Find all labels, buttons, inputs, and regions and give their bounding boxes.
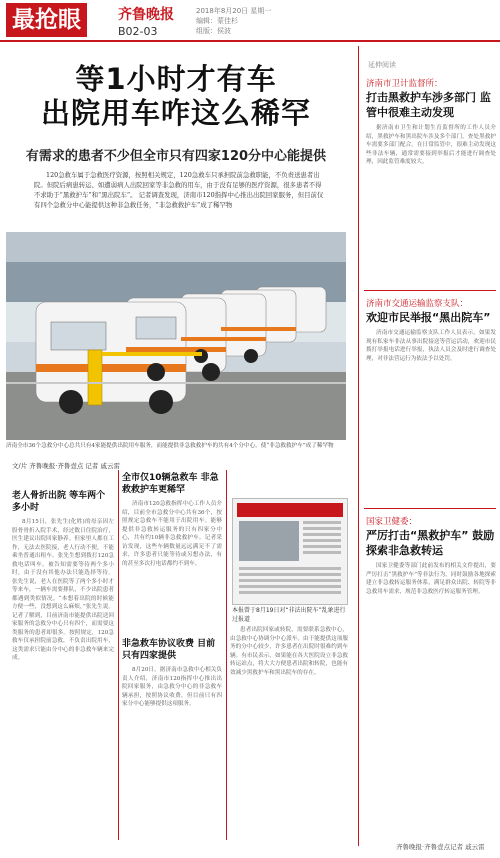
header-layout: 组版：侯波 bbox=[196, 27, 231, 35]
col-a-text: 8月15日，张先生(化姓)的母亲因左股骨骨折入院手术，经过数日住院治疗，医生建议出院回家静养。但家里人都在工作，无法去医院接，老人行动不便，不能乘坐普通出租车。张先生想到拨打120急救电话叫车，被告知需要等待两个多小时，由于没有其他办法只能选择等待。 张先生说，老人在医院等了两个多小时才等来车，一辆车需要排队，不少出院患者都遇到类似情况。“本想着出院的时候能方便一些，没想到这么麻烦，”张先生说。 记者了解到，目前济南市能提供出院送回家服务的急救分中心只有四个，而需要这类服务的患者却很多。按照规定，120急救车仅承担院前急救，不负责出院用车，这类需求只能由分中心的非急救车辆来完成。 bbox=[12, 519, 114, 661]
article-column-b bbox=[122, 472, 222, 709]
footer-credit: 齐鲁晚报·齐鲁壹点记者 戚云雷 bbox=[396, 843, 485, 851]
article-column-a bbox=[12, 490, 114, 663]
photo-caption: 济南全市36个急救分中心总共只有4家能提供出院用车服务，而能提供非急救救护车的共有4个分中心，使“非急救救护车”成了稀罕物 bbox=[6, 443, 334, 449]
header-editor: 编辑：蒙佳杉 bbox=[196, 17, 238, 25]
sidebar-text: 国家卫健委等部门此前发布的相关文件提出，要严厉打击“黑救护车”等非法行为，同时鼓励各地探索建立非急救转运服务体系，满足群众出院、转院等非急救用车需求，规范非急救医疗转运服务管理。 bbox=[366, 563, 496, 595]
related-report-thumbnail bbox=[232, 498, 348, 605]
sidebar-text: 济南市交通运输监察支队工作人员表示，如果发现有私家车非法从事出院接送等营运活动，欢迎市民拨打举报电话进行举报，执法人员会及时进行调查处理，对非法营运行为依法予以处罚。 bbox=[366, 330, 496, 362]
header-date: 2018年8月20日 星期一 bbox=[196, 7, 272, 15]
ambulances-illustration bbox=[6, 232, 346, 440]
headline-line-1: 等1小时才有车 bbox=[75, 62, 277, 96]
page-number: B02-03 bbox=[118, 25, 158, 38]
headline-line-2: 出院用车咋这么稀罕 bbox=[40, 96, 311, 130]
sidebar-org: 济南市交通运输监察支队： bbox=[366, 299, 469, 309]
paper-name: 齐鲁晚报 bbox=[118, 7, 174, 23]
section-masthead: 最抢眼 bbox=[6, 3, 87, 37]
article-lead: 120急救车属于急救医疗资源，按照相关规定，120急救车只承担院前急救职能，不负责送患者出院。但院后病患转运、如遭弱病人出院回家等非急救的用车，由于没有足够的医疗资源，很多患者不得不求助于“黑救护车”和“黑出院车”。 记者调查发现，济南市120指挥中心推出出院回家服务，但目前仅有四个急救分中心能提供这种非急救任务，“非急救救护车”成了稀罕物 bbox=[34, 171, 324, 209]
col-a-heading: 老人骨折出院 等车两个多小时 bbox=[12, 491, 106, 513]
page-header bbox=[0, 0, 500, 42]
sidebar-block-health-commission bbox=[366, 516, 496, 596]
col-b-heading-1: 全市仅10辆急救车 非急救救护车更稀罕 bbox=[122, 473, 219, 495]
sidebar-title: 严厉打击“黑救护车” 鼓励探索非急救转运 bbox=[366, 529, 495, 557]
sidebar-rule bbox=[364, 290, 496, 291]
sidebar-block-transport bbox=[366, 298, 496, 363]
sidebar-rule bbox=[364, 508, 496, 509]
sidebar-title: 欢迎市民举报“黑出院车” bbox=[366, 311, 491, 324]
column-divider bbox=[118, 470, 119, 840]
col-b-heading-2: 非急救车协议收费 目前只有四家提供 bbox=[122, 639, 216, 661]
col-b-text-1: 济南市120急救指挥中心工作人员介绍，目前全市急救分中心共有36个，按照规定急救车不能用于出院用车。能够提供非急救转运服务的只有四家分中心，共有约10辆非急救救护车。记者采访发现，这些车辆数量远远满足不了需求，许多患者只能等待或另想办法，有的甚至多次打电话都约不到车。 bbox=[122, 501, 222, 567]
subheadline: 有需求的患者不少但全市只有四家120分中心能提供 bbox=[25, 149, 327, 164]
sidebar-tag: 延伸阅读 bbox=[368, 61, 396, 69]
column-divider bbox=[226, 470, 227, 840]
sidebar-text: 据济南市卫生和计划生育监督所的工作人员介绍，黑救护车和黑出院车涉及多个部门，查处黑救护车需要多部门配合。在日常监管中，很难主动发现这些非法车辆，通常需要接到举报后才能进行调查处理，因此监管难度较大。 bbox=[366, 125, 496, 166]
newspaper-thumbnail-illustration bbox=[233, 499, 347, 604]
sidebar-org: 济南市卫计监督所： bbox=[366, 79, 443, 89]
col-b-text-2: 8月20日，据济南市急救中心相关负责人介绍，济南市120指挥中心推出出院回家服务，由急救分中心的非急救车辆承担，按照协议收费，但目前只有四家分中心能够提供这项服务。 bbox=[122, 667, 222, 707]
ambulances-photo bbox=[6, 232, 346, 440]
sidebar-title: 打击黑救护车涉多部门 监管中很难主动发现 bbox=[366, 91, 491, 119]
sidebar-org: 国家卫健委： bbox=[366, 517, 418, 527]
col-c-text: 患者出院回家或转院，需要联系急救中心，由急救中心协调分中心派车。由于能提供这项服务的分中心较少，许多患者在出院时很难约到车辆。有市民表示，如果能在各大医院设立非急救转运站点，将大大方便患者出院和转院，也能有效减少黑救护车和黑出院车的存在。 bbox=[230, 627, 348, 676]
sidebar-divider bbox=[358, 46, 359, 846]
article-column-c bbox=[230, 626, 348, 677]
thumbnail-caption: 本报曾于8月19日对“非法出院车”乱象进行过报道 bbox=[232, 607, 346, 623]
byline: 文/片 齐鲁晚报·齐鲁壹点 记者 戚云雷 bbox=[12, 462, 120, 470]
headline bbox=[0, 62, 352, 130]
sidebar-block-health-supervision bbox=[366, 78, 496, 167]
header-meta bbox=[196, 6, 271, 36]
